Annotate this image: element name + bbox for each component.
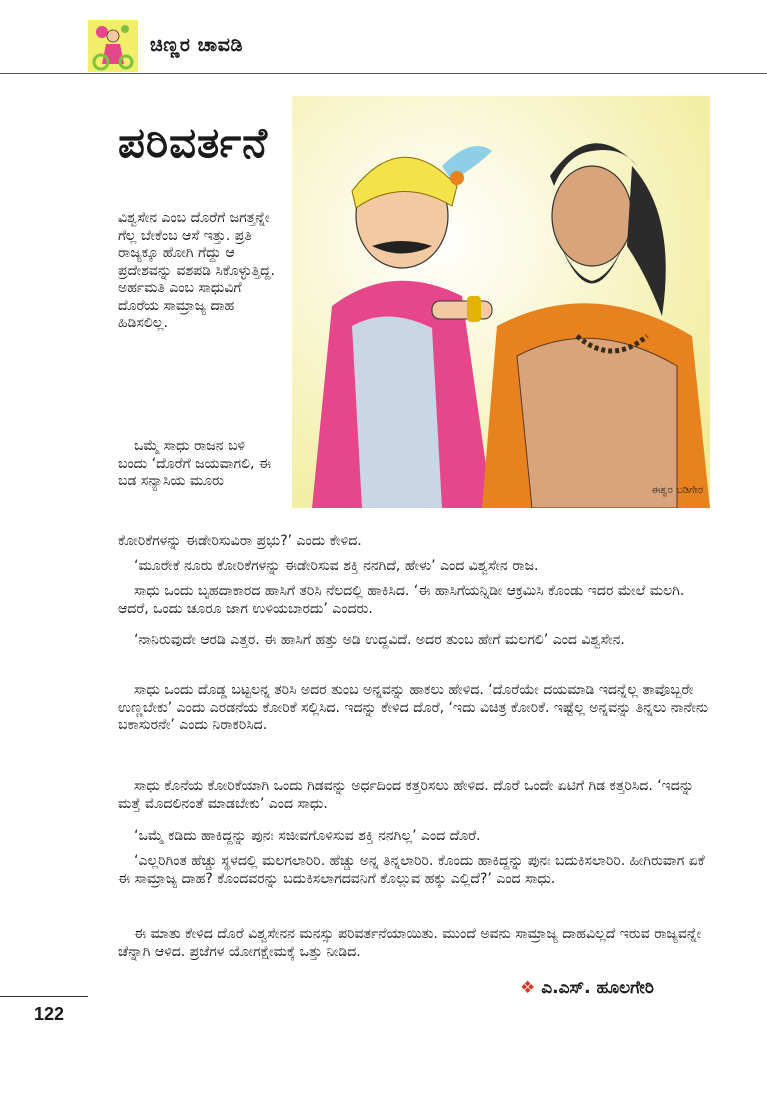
story-paragraph: ‘ಒಮ್ಮೆ ಕಡಿದು ಹಾಕಿದ್ದನ್ನು ಪುನಃ ಸಜೀವಗೊಳಿಸುವ ಶಕ್ತಿ ನನಗಿಲ್ಲ’ ಎಂದ ದೊರೆ. <box>134 828 481 844</box>
author-name: ಎ.ಎಸ್. ಹೂಲಗೇರಿ <box>541 978 654 998</box>
page-number: 122 <box>34 1004 65 1024</box>
kids-corner-logo <box>88 20 138 72</box>
story-paragraph: ಸಾಧು ಒಂದು ಬೃಹದಾಕಾರದ ಹಾಸಿಗೆ ತರಿಸಿ ನೆಲದಲ್ಲಿ ಹಾಕಿಸಿದ. ‘ಈ ಹಾಸಿಗೆಯನ್ನಿಡೀ ಆಕ್ರಮಿಸಿ ಕೊಂಡು ಇದರ ಮೇಲೆ ಮಲಗಿ. ಆದರೆ, ಒಂದು ಚೂರೂ ಜಾಗ ಉಳಿಯಬಾರದು’ ಎಂದರು. <box>118 583 685 617</box>
story-paragraph: ಸಾಧು ಕೊನೆಯ ಕೋರಿಕೆಯಾಗಿ ಒಂದು ಗಿಡವನ್ನು ಅರ್ಧದಿಂದ ಕತ್ತರಿಸಲು ಹೇಳಿದ. ದೊರೆ ಒಂದೇ ಏಟಿಗೆ ಗಿಡ ಕತ್ತರಿಸಿದ. ‘ಇದನ್ನು ಮತ್ತೆ ಮೊದಲಿನಂತೆ ಮಾಡಬೇಕು’ ಎಂದ ಸಾಧು. <box>118 778 694 812</box>
footer-divider <box>0 996 88 997</box>
story-illustration <box>292 96 710 508</box>
story-paragraph: ಒಮ್ಮೆ ಸಾಧು ರಾಜನ ಬಳಿ ಬಂದು ‘ದೊರೆಗೆ ಜಯವಾಗಲಿ, ಈ ಬಡ ಸನ್ಯಾಸಿಯ ಮೂರು <box>118 438 272 489</box>
illustration-credit: ಈಶ್ವರ ಬಡಿಗೇರ <box>651 485 703 496</box>
story-paragraph: ‘ನಾನಿರುವುದೇ ಆರಡಿ ಎತ್ತರ. ಈ ಹಾಸಿಗೆ ಹತ್ತು ಅಡಿ ಉದ್ದವಿದೆ. ಅದರ ತುಂಬ ಹೇಗೆ ಮಲಗಲಿ’ ಎಂದ ವಿಶ್ವಸೇನ. <box>134 632 625 648</box>
story-paragraph: ವಿಶ್ವಸೇನ ಎಂಬ ದೊರೆಗೆ ಜಗತ್ತನ್ನೇ ಗೆಲ್ಲ ಬೇಕೆಂಬ ಆಸೆ ಇತ್ತು. ಪ್ರತಿ ರಾಜ್ಯಕ್ಕೂ ಹೋಗಿ ಗೆದ್ದು ಆ ಪ್ರದೇಶವನ್ನು ವಶಪಡಿ ಸಿಕೊಳ್ಳುತ್ತಿದ್ದ. ಅರ್ಹಮತಿ ಎಂಬ ಸಾಧುವಿಗೆ ದೊರೆಯ ಸಾಮ್ರಾಜ್ಯ ದಾಹ ಹಿಡಿಸಲಿಲ್ಲ. <box>118 210 275 331</box>
story-paragraph: ‘ಮೂರೇಕೆ ನೂರು ಕೋರಿಕೆಗಳನ್ನು ಈಡೇರಿಸುವ ಶಕ್ತಿ ನನಗಿದೆ, ಹೇಳು’ ಎಂದ ವಿಶ್ವಸೇನ ರಾಜ. <box>134 558 539 574</box>
story-paragraph: ಈ ಮಾತು ಕೇಳಿದ ದೊರೆ ವಿಶ್ವಸೇನನ ಮನಸ್ಸು ಪರಿವರ್ತನೆಯಾಯಿತು. ಮುಂದೆ ಅವನು ಸಾಮ್ರಾಜ್ಯ ದಾಹವಿಲ್ಲದೆ ಇರುವ ರಾಜ್ಯವನ್ನೇ ಚೆನ್ನಾಗಿ ಆಳಿದ. ಪ್ರಜೆಗಳ ಯೋಗಕ್ಷೇಮಕ್ಕೆ ಒತ್ತು ನೀಡಿದ. <box>118 926 702 960</box>
header-divider <box>0 73 767 74</box>
section-title: ಚಿಣ್ಣರ ಚಾವಡಿ <box>150 34 243 56</box>
story-paragraph: ಕೋರಿಕೆಗಳನ್ನು ಈಡೇರಿಸುವಿರಾ ಪ್ರಭು?’ ಎಂದು ಕೇಳಿದ. <box>118 533 362 549</box>
story-paragraph: ಸಾಧು ಒಂದು ದೊಡ್ಡ ಬಟ್ಟಲನ್ನ ತರಿಸಿ ಅದರ ತುಂಬ ಅನ್ನವನ್ನು ಹಾಕಲು ಹೇಳಿದ. ‘ದೊರೆಯೇ ದಯಮಾಡಿ ಇದನ್ನೆಲ್ಲ ತಾವೊಬ್ಬರೇ ಉಣ್ಣಬೇಕು’ ಎಂದು ಎರಡನೆಯ ಕೋರಿಕೆ ಸಲ್ಲಿಸಿದ. ಇದನ್ನು ಕೇಳಿದ ದೊರೆ, ‘ಇದು ವಿಚಿತ್ರ ಕೋರಿಕೆ. ಇಷ್ಟೆಲ್ಲ ಅನ್ನವನ್ನು ತಿನ್ನಲು ನಾನೇನು ಬಕಾಸುರನೇ’ ಎಂದು ನಿರಾಕರಿಸಿದ. <box>118 682 709 733</box>
diamond-bullet-icon: ❖ <box>520 978 536 998</box>
byline <box>520 978 654 998</box>
story-paragraph: ‘ಎಲ್ಲರಿಗಿಂತ ಹೆಚ್ಚು ಸ್ಥಳದಲ್ಲಿ ಮಲಗಲಾರಿರಿ. ಹೆಚ್ಚು ಅನ್ನ ತಿನ್ನಲಾರಿರಿ. ಕೊಂದು ಹಾಕಿದ್ದನ್ನು ಪುನಃ ಬದುಕಿಸಲಾರಿರಿ. ಹೀಗಿರುವಾಗ ಏಕೆ ಈ ಸಾಮ್ರಾಜ್ಯ ದಾಹ? ಕೊಂದವರನ್ನು ಬದುಕಿಸಲಾಗದವನಿಗೆ ಕೊಲ್ಲುವ ಹಕ್ಕು ಎಲ್ಲಿದೆ?’ ಎಂದ ಸಾಧು. <box>118 853 705 887</box>
story-title: ಪರಿವರ್ತನೆ <box>118 118 269 167</box>
